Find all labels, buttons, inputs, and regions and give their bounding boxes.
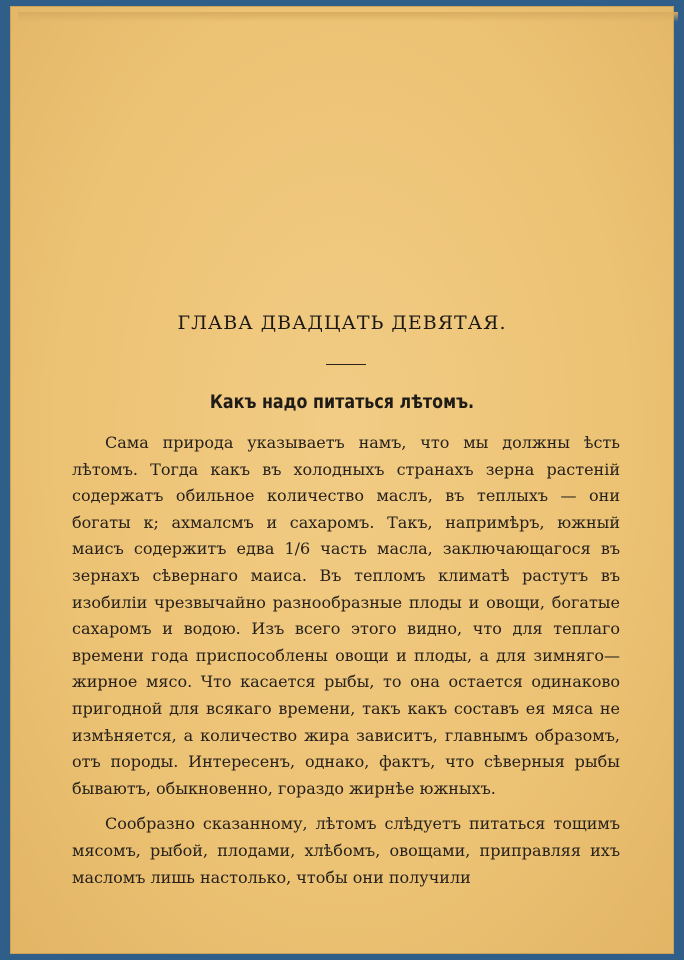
body-text <box>72 430 620 900</box>
paragraph-1: Сама природа указываетъ намъ, что мы должны ѣсть лѣтомъ. Тогда какъ въ холодныхъ странахъ зерна растеній содержатъ обильное количество маслъ, въ теплыхъ — они богаты к; ахмалсмъ и сахаромъ. Такъ, напримѣръ, южный маисъ содержитъ едва 1/6 часть масла, заключающагося въ зернахъ сѣвернаго маиса. Въ тепломъ климатѣ растутъ въ изобиліи чрезвычайно разнообразные плоды и овощи, богатые сахаромъ и водою. Изъ всего этого видно, что для теплаго времени года приспособлены овощи и плоды, а для зимняго—жирное мясо. Что касается рыбы, то она остается одинаково пригодной для всякаго времени, такъ какъ составъ ея мяса не измѣняется, а количество жира зависитъ, главнымъ образомъ, отъ породы. Интересенъ, однако, фактъ, что сѣверныя рыбы бываютъ, обыкновенно, гораздо жирнѣе южныхъ. <box>72 433 620 798</box>
separator-rule <box>326 364 366 367</box>
chapter-heading: ГЛАВА ДВАДЦАТЬ ДЕВЯТАЯ. <box>177 312 507 334</box>
page-edge-stain <box>18 12 678 22</box>
paragraph-2: Сообразно сказанному, лѣтомъ слѣдуетъ питаться тощимъ мясомъ, рыбой, плодами, хлѣбомъ, овощами, приправляя ихъ масломъ лишь настолько, чтобы они получили <box>72 814 620 887</box>
chapter-title: Какъ надо питаться лѣтомъ. <box>209 392 475 413</box>
